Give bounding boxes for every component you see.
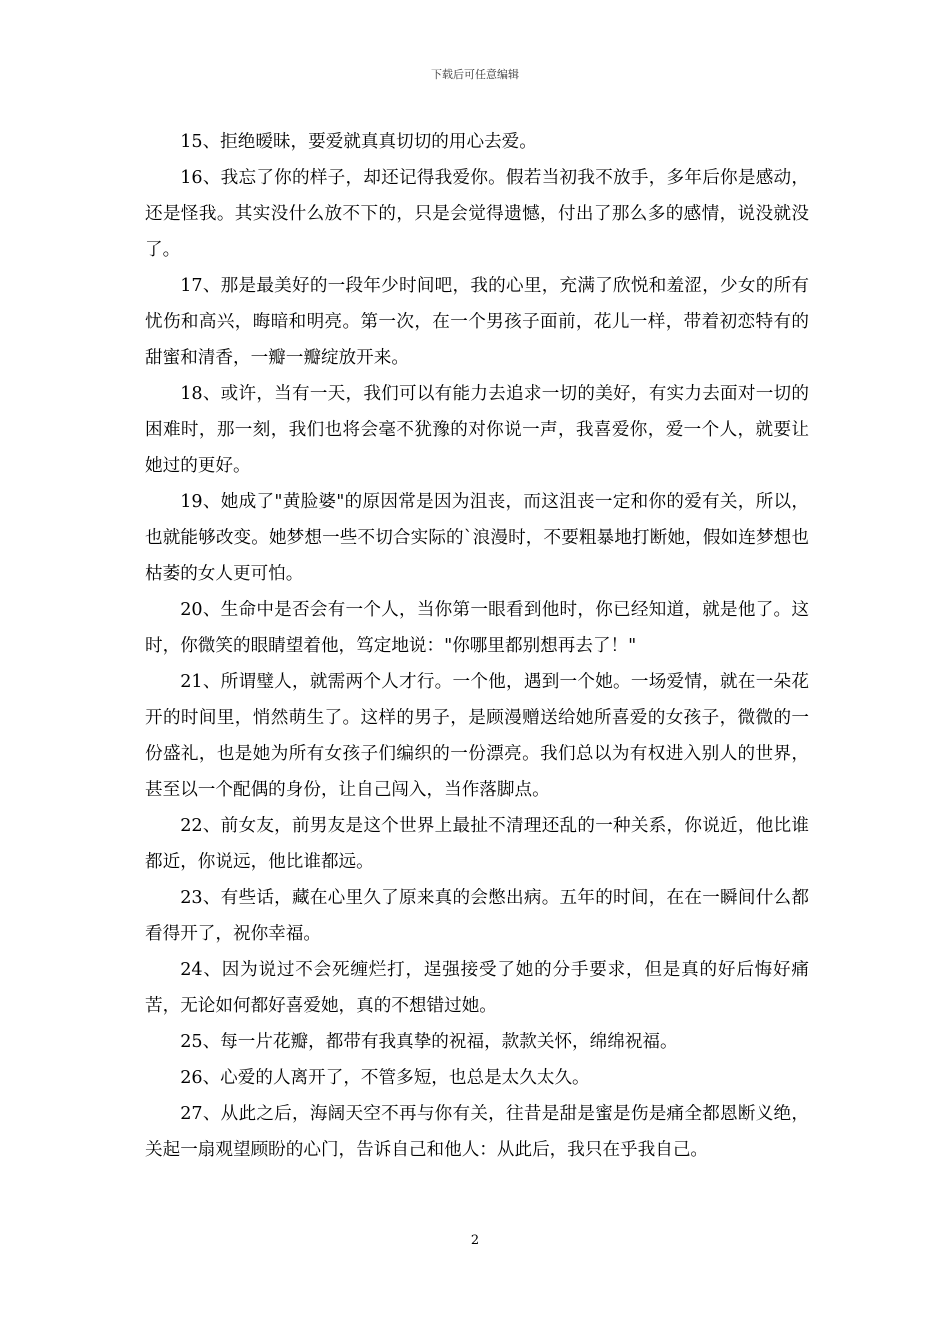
paragraph-15: 15、拒绝暧昧，要爱就真真切切的用心去爱。	[180, 132, 537, 152]
paragraph-21: 21、所谓璧人，就需两个人才行。一个他，遇到一个她。一场爱情，就在一朵花开的时间里，悄然萌生了。这样的男子，是顾漫赠送给她所喜爱的女孩子，微微的一份盛礼，也是她为所有女孩子们编织的一份漂亮。我们总以为有权进入别人的世界，甚至以一个配偶的身份，让自己闯入，当作落脚点。	[145, 672, 809, 800]
paragraph-19: 19、她成了"黄脸婆"的原因常是因为沮丧，而这沮丧一定和你的爱有关，所以，也就能够改变。她梦想一些不切合实际的`浪漫时，不要粗暴地打断她，假如连梦想也枯萎的女人更可怕。	[145, 492, 809, 584]
page-number: 2	[470, 1233, 480, 1248]
paragraph-24: 24、因为说过不会死缠烂打，逞强接受了她的分手要求，但是真的好后悔好痛苦，无论如何都好喜爱她，真的不想错过她。	[145, 960, 809, 1016]
document-body	[145, 124, 809, 1168]
paragraph-16: 16、我忘了你的样子，却还记得我爱你。假若当初我不放手，多年后你是感动，还是怪我。其实没什么放不下的，只是会觉得遗憾，付出了那么多的感情，说没就没了。	[145, 168, 809, 260]
paragraph-26: 26、心爱的人离开了，不管多短，也总是太久太久。	[180, 1068, 590, 1088]
paragraph-17: 17、那是最美好的一段年少时间吧，我的心里，充满了欣悦和羞涩，少女的所有忧伤和高兴，晦暗和明亮。第一次，在一个男孩子面前，花儿一样，带着初恋特有的甜蜜和清香，一瓣一瓣绽放开来。	[145, 276, 809, 368]
paragraph-22: 22、前女友，前男友是这个世界上最扯不清理还乱的一种关系，你说近，他比谁都近，你说远，他比谁都远。	[145, 816, 809, 872]
paragraph-23: 23、有些话，藏在心里久了原来真的会憋出病。五年的时间，在在一瞬间什么都看得开了，祝你幸福。	[145, 888, 809, 944]
paragraph-25: 25、每一片花瓣，都带有我真挚的祝福，款款关怀，绵绵祝福。	[180, 1032, 678, 1052]
page-header: 下载后可任意编辑	[431, 68, 519, 81]
paragraph-18: 18、或许，当有一天，我们可以有能力去追求一切的美好，有实力去面对一切的困难时，那一刻，我们也将会毫不犹豫的对你说一声，我喜爱你，爱一个人，就要让她过的更好。	[145, 384, 809, 476]
paragraph-27: 27、从此之后，海阔天空不再与你有关，往昔是甜是蜜是伤是痛全都恩断义绝，关起一扇观望顾盼的心门，告诉自己和他人：从此后，我只在乎我自己。	[145, 1104, 809, 1160]
paragraph-20: 20、生命中是否会有一个人，当你第一眼看到他时，你已经知道，就是他了。这时，你微笑的眼睛望着他，笃定地说："你哪里都别想再去了！"	[145, 600, 809, 656]
